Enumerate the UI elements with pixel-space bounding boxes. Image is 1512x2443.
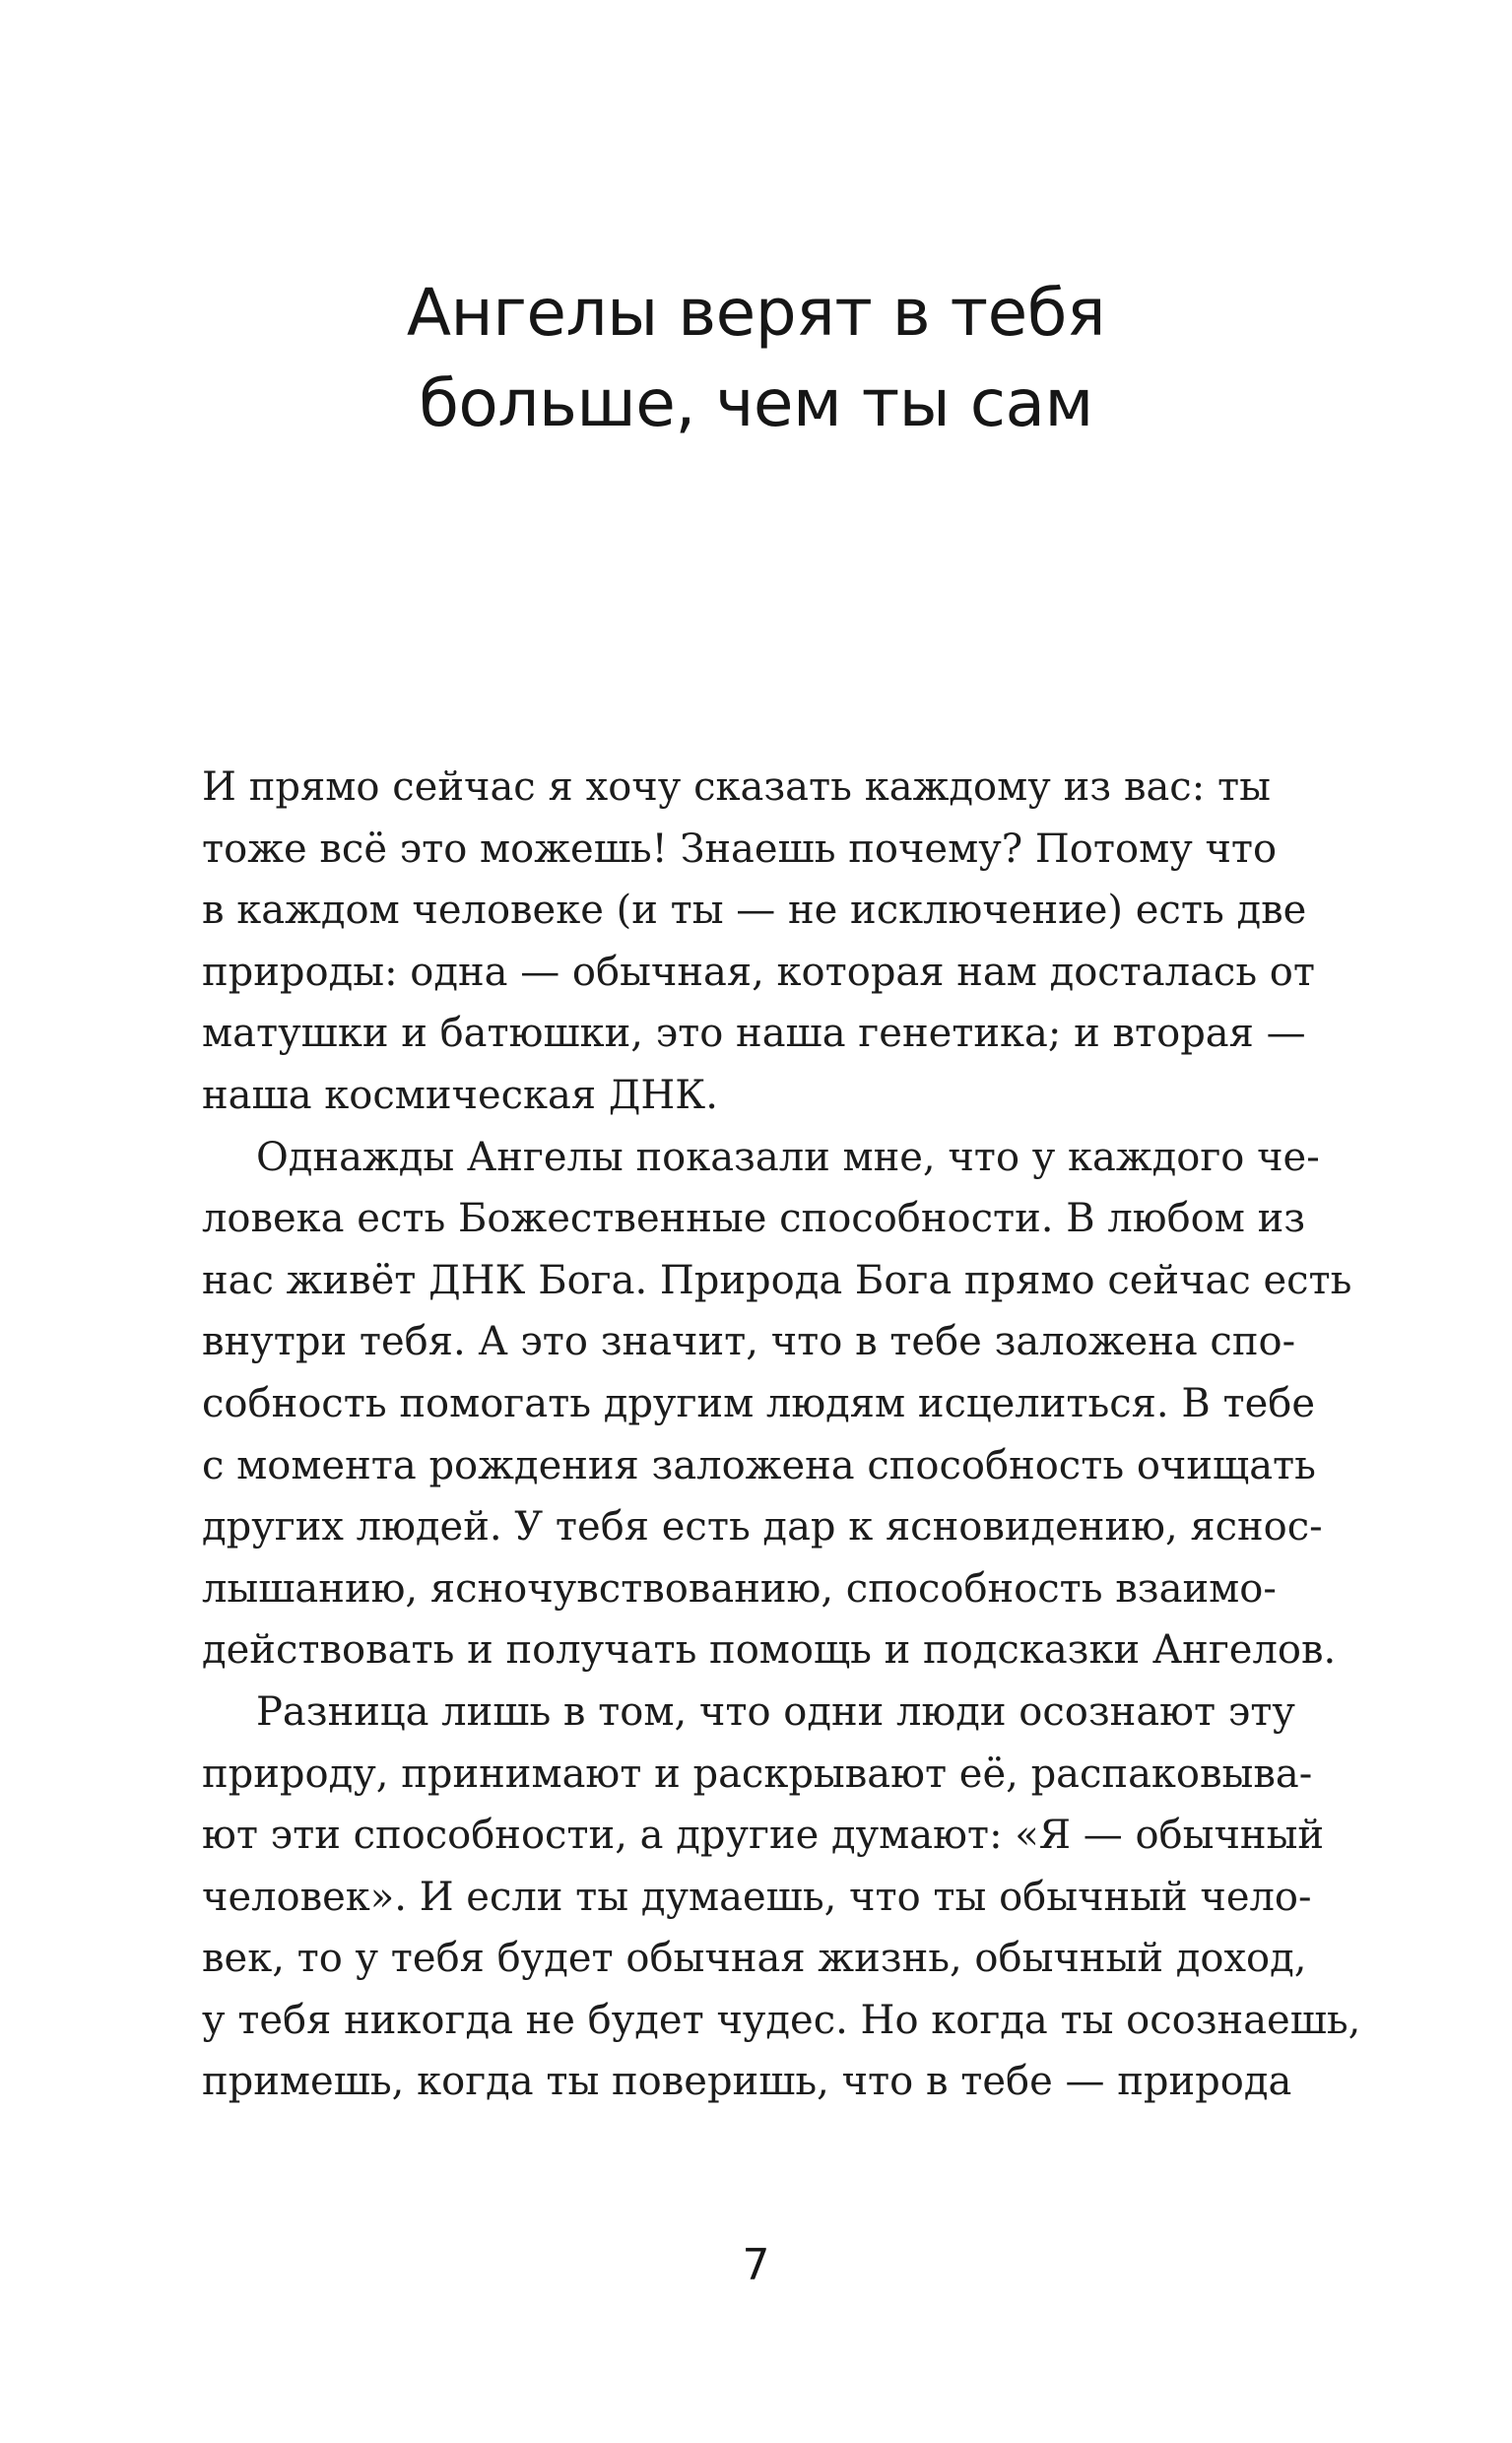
text-line: ют эти способности, а другие думают: «Я — обычный	[202, 1813, 1325, 1859]
text-line: собность помогать другим людям исцелиться. В тебе	[202, 1380, 1315, 1426]
text-line: наша космическая ДНК.	[202, 1072, 718, 1118]
text-line: тоже всё это можешь! Знаешь почему? Потому что	[202, 825, 1278, 872]
text-line: нас живёт ДНК Бога. Природа Бога прямо сейчас есть	[202, 1257, 1352, 1303]
text-line: Однажды Ангелы показали мне, что у каждого че-	[256, 1134, 1320, 1180]
chapter-title-line-2: больше, чем ты сам	[419, 365, 1093, 441]
paragraph-2	[202, 1127, 1352, 1682]
text-line: ловека есть Божественные способности. В любом из	[202, 1196, 1306, 1242]
text-line: лышанию, ясночувствованию, способность взаимо-	[202, 1565, 1277, 1612]
text-line: в каждом человеке (и ты — не исключение) есть две	[202, 888, 1307, 934]
text-line: Разница лишь в том, что одни люди осознают эту	[256, 1688, 1295, 1735]
text-line: матушки и батюшки, это наша генетика; и вторая —	[202, 1011, 1306, 1057]
text-line: других людей. У тебя есть дар к ясновидению, яснос-	[202, 1504, 1323, 1551]
text-line: век, то у тебя будет обычная жизнь, обычный доход,	[202, 1936, 1307, 1982]
chapter-title-line-1: Ангелы верят в тебя	[406, 275, 1106, 351]
text-line: И прямо сейчас я хочу сказать каждому из вас: ты	[202, 764, 1271, 810]
paragraph-3	[202, 1682, 1361, 2113]
page-number: 7	[742, 2240, 770, 2290]
text-line: человек». И если ты думаешь, что ты обычный чело-	[202, 1874, 1312, 1920]
paragraph-1	[202, 757, 1316, 1127]
body-text	[202, 757, 1361, 2113]
chapter-title	[0, 268, 1512, 449]
text-line: примешь, когда ты поверишь, что в тебе — природа	[202, 2059, 1292, 2105]
text-line: с момента рождения заложена способность очищать	[202, 1442, 1316, 1488]
text-line: природу, принимают и раскрывают её, распаковыва-	[202, 1750, 1313, 1797]
text-line: природы: одна — обычная, которая нам досталась от	[202, 949, 1316, 995]
text-line: действовать и получать помощь и подсказки Ангелов.	[202, 1627, 1337, 1674]
text-line: внутри тебя. А это значит, что в тебе заложена спо-	[202, 1319, 1296, 1365]
text-line: у тебя никогда не будет чудес. Но когда ты осознаешь,	[202, 1997, 1361, 2043]
